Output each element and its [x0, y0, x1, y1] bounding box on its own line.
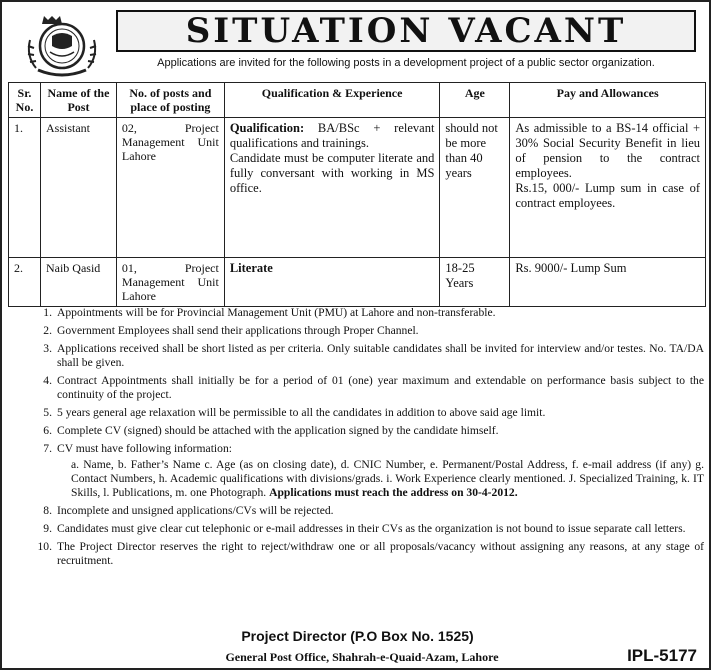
- list-text: 5 years general age relaxation will be permissible to all the candidates in addition to above said age limit.: [57, 406, 546, 419]
- list-item: [32, 374, 704, 402]
- list-text: The Project Director reserves the right to reject/withdraw one or all proposals/vacancy without assigning any reasons, at any stage of recruitment.: [57, 540, 704, 567]
- signatory-address: General Post Office, Shahrah-e-Quaid-Azam, Lahore: [225, 650, 499, 664]
- row-age: should not be more than 40 years: [440, 118, 510, 258]
- row-post-name: Naib Qasid: [40, 258, 116, 307]
- page-title: SITUATION VACANT: [185, 11, 627, 51]
- table-header-row: [9, 83, 706, 118]
- list-text: Complete CV (signed) should be attached with the application signed by the candidate himself.: [57, 424, 499, 437]
- row-posts: 02, Project Management Unit Lahore: [116, 118, 224, 258]
- list-number: 6.: [43, 424, 52, 437]
- row-age: 18-25 Years: [440, 258, 510, 307]
- cv-details-text: a. Name, b. Father’s Name c. Age (as on closing date), d. CNIC Number, e. Permanent/Postal Address, f. e-mail address (if any) g. Contact Numbers, h. Academic qualifications with divisions/grads. i. Work Experience clearly mentioned. J. Specialized Training, k. IT Skills, l. Publications, m. one Photograph.: [71, 458, 704, 499]
- intro-text: Applications are invited for the following posts in a development project of a public sector organization.: [157, 57, 655, 69]
- list-text: Government Employees shall send their applications through Proper Channel.: [57, 324, 419, 337]
- signatory-title: Project Director (P.O Box No. 1525): [241, 628, 474, 644]
- list-item: [32, 342, 704, 370]
- list-item: [32, 406, 704, 420]
- table-row: [9, 118, 706, 258]
- list-number: 10.: [37, 540, 52, 553]
- row-sr-no: 2.: [9, 258, 41, 307]
- header: [2, 2, 711, 84]
- list-text: Incomplete and unsigned applications/CVs will be rejected.: [57, 504, 334, 517]
- pay-text: As admissible to a BS-14 official + 30% Social Security Benefit in lieu of pension to the contract employees.: [515, 121, 700, 180]
- list-item: [32, 522, 704, 536]
- table-row: [9, 258, 706, 307]
- experience-text: Candidate must be computer literate and fully conversant with working in MS office.: [229, 151, 435, 195]
- cv-details: [57, 458, 704, 500]
- list-text: CV must have following information:: [57, 442, 232, 455]
- column-header-sr-no: Sr. No.: [9, 83, 41, 118]
- row-post-name: Assistant: [40, 118, 116, 258]
- list-item: [32, 324, 704, 338]
- pay-extra-text: Rs.15, 000/- Lump sum in case of contract employees.: [515, 181, 700, 210]
- row-qualification: [224, 118, 440, 258]
- list-number: 4.: [43, 374, 52, 387]
- row-sr-no: 1.: [9, 118, 41, 258]
- list-text: Contract Appointments shall initially be for a period of 01 (one) year maximum and extendable on performance basis subject to the continuity of the project.: [57, 374, 704, 401]
- column-header-post-name: Name of the Post: [40, 83, 116, 118]
- row-qualification: [224, 258, 440, 307]
- row-posts: 01, Project Management Unit Lahore: [116, 258, 224, 307]
- posts-table: [8, 82, 706, 307]
- row-pay: Rs. 9000/- Lump Sum: [510, 258, 706, 307]
- list-number: 5.: [43, 406, 52, 419]
- list-number: 1.: [43, 306, 52, 319]
- list-text: Appointments will be for Provincial Management Unit (PMU) at Lahore and non-transferable.: [57, 306, 496, 319]
- list-item: [32, 442, 704, 500]
- list-item: [32, 540, 704, 568]
- terms-list: [32, 306, 704, 572]
- column-header-posts: No. of posts and place of posting: [116, 83, 224, 118]
- qualification-text: Literate: [229, 261, 273, 275]
- column-header-pay: Pay and Allowances: [510, 83, 706, 118]
- list-item: [32, 504, 704, 518]
- list-number: 3.: [43, 342, 52, 355]
- title-banner: [116, 10, 696, 52]
- column-header-qualification: Qualification & Experience: [224, 83, 440, 118]
- list-number: 8.: [43, 504, 52, 517]
- column-header-age: Age: [440, 83, 510, 118]
- list-text: Candidates must give clear cut telephonic or e-mail addresses in their CVs as the organization is not bound to issue separate call letters.: [57, 522, 686, 535]
- list-number: 2.: [43, 324, 52, 337]
- row-pay: [510, 118, 706, 258]
- list-number: 7.: [43, 442, 52, 455]
- qualification-text: BA/BSc + relevant qualifications and trainings.: [229, 121, 435, 150]
- reference-number: IPL-5177: [627, 646, 697, 665]
- list-text: Applications received shall be short listed as per criteria. Only suitable candidates shall be invited for interview and/or testes. No. TA/DA shall be given.: [57, 342, 704, 369]
- list-number: 9.: [43, 522, 52, 535]
- application-deadline: Applications must reach the address on 30-4-2012.: [269, 486, 518, 499]
- list-item: [32, 306, 704, 320]
- government-emblem-icon: [22, 10, 102, 80]
- list-item: [32, 424, 704, 438]
- qualification-label: Qualification:: [229, 121, 305, 135]
